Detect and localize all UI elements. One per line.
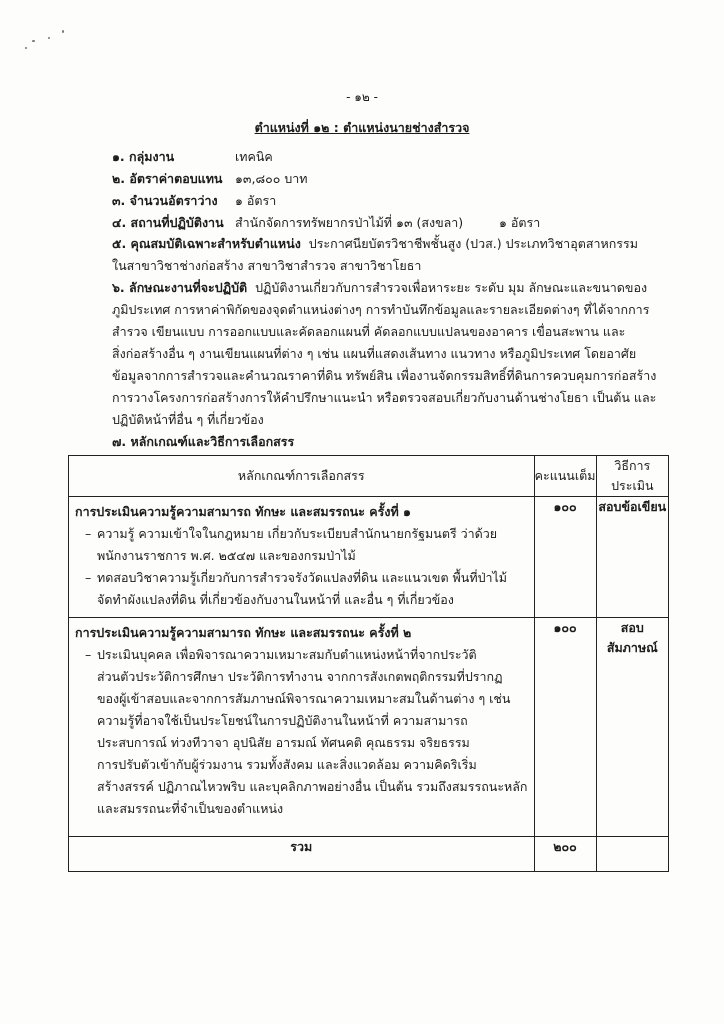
- item-label: ๓. จำนวนอัตราว่าง: [112, 193, 218, 208]
- bullet-line: ประสบการณ์ ท่วงทีวาจา อุปนิสัย อารมณ์ ทัศนคติ คุณธรรม จริยธรรม: [97, 735, 470, 750]
- item-value: เทคนิค: [235, 149, 273, 164]
- criteria-bullet: [75, 567, 528, 611]
- bullet-line: จัดทำผังแปลงที่ดิน ที่เกี่ยวข้องกับงานในหน้าที่ และอื่น ๆ ที่เกี่ยวข้อง: [97, 592, 454, 607]
- qualification-section: [112, 233, 664, 277]
- item-vacancy: [112, 191, 277, 211]
- bullet-line: การปรับตัวเข้ากับผู้ร่วมงาน รวมทั้งสังคม และสิ่งแวดล้อม ความคิดริเริ่ม: [97, 757, 477, 772]
- item-label: ๑. กลุ่มงาน: [112, 149, 175, 164]
- page-number: - ๑๒ -: [346, 90, 378, 104]
- bullet-line: ประเมินบุคคล เพื่อพิจารณาความเหมาะสมกับตำแหน่งหน้าที่จากประวัติ: [97, 647, 477, 662]
- scan-speck: [48, 37, 50, 39]
- dash-bullet-icon: –: [85, 526, 92, 541]
- item-salary: [112, 169, 308, 189]
- bullet-line: ของผู้เข้าสอบและจากการสัมภาษณ์พิจารณาความเหมาะสมในด้านต่าง ๆ เช่น: [97, 691, 511, 706]
- method-cell: สอบสัมภาษณ์: [596, 618, 668, 837]
- bullet-line: ทดสอบวิชาความรู้เกี่ยวกับการสำรวจรังวัดแปลงที่ดิน และแนวเขต พื้นที่ป่าไม้: [97, 570, 508, 585]
- item-extra: ๑ อัตรา: [499, 215, 541, 230]
- duties-line: สำรวจ เขียนแบบ การออกแบบและคัดลอกแผนที่ คัดลอกแบบแปลนของอาคาร เขื่อนสะพาน และ: [112, 324, 626, 339]
- item-label: ๒. อัตราค่าตอบแทน: [112, 171, 223, 186]
- bullet-line: ความรู้ที่อาจใช้เป็นประโยชน์ในการปฏิบัติงานในหน้าที่ ความสามารถ: [97, 713, 468, 728]
- duties-text: ปฏิบัติงานเกี่ยวกับการสำรวจเพื่อหาระยะ ระดับ มุม ลักษณะและขนาดของ: [255, 280, 648, 295]
- criteria-bullet: [75, 644, 528, 820]
- criteria-cell: [69, 497, 535, 618]
- duties-label: ๖. ลักษณะงานที่จะปฏิบัติ: [112, 280, 248, 295]
- duties-line: การวางโครงการก่อสร้างการให้คำปรึกษาแนะนำ หรือตรวจสอบเกี่ยวกับงานด้านช่างโยธา เป็นต้น และ: [112, 390, 657, 405]
- duties-line: ข้อมูลจากการสำรวจและคำนวณราคาที่ดิน ทรัพย์สิน เพื่องานจัดกรรมสิทธิ์ที่ดินการควบคุมการก่อสร้าง: [112, 368, 657, 383]
- criteria-heading: ๗. หลักเกณฑ์และวิธีการเลือกสรร: [112, 434, 295, 449]
- duties-section: [112, 277, 664, 431]
- item-label: ๔. สถานที่ปฏิบัติงาน: [112, 215, 224, 230]
- scan-speck: [25, 47, 27, 49]
- dash-bullet-icon: –: [85, 570, 92, 585]
- table-header-row: [69, 456, 669, 497]
- item-value: สำนักจัดการทรัพยากรป่าไม้ที่ ๑๓ (สงขลา): [235, 215, 464, 230]
- item-workplace: [112, 213, 541, 233]
- bullet-line: สร้างสรรค์ ปฏิภาณไหวพริบ และบุคลิกภาพอย่างอื่น เป็นต้น รวมถึงสมรรถนะหลัก: [97, 779, 528, 794]
- dash-bullet-icon: –: [85, 647, 92, 662]
- score-cell: ๑๐๐: [534, 618, 596, 837]
- duties-line: ปฏิบัติหน้าที่อื่น ๆ ที่เกี่ยวข้อง: [112, 412, 264, 427]
- total-label: รวม: [69, 837, 535, 872]
- qualification-line-2: ในสาขาวิชาช่างก่อสร้าง สาขาวิชาสำรวจ สาขาวิชาโยธา: [112, 258, 422, 273]
- table-row: [69, 497, 669, 618]
- duties-line: สิ่งก่อสร้างอื่น ๆ งานเขียนแผนที่ต่าง ๆ เช่น แผนที่แสดงเส้นทาง แนวทาง หรือภูมิประเทศ โดยอาศัย: [112, 346, 637, 361]
- criteria-title: การประเมินความรู้ความสามารถ ทักษะ และสมรรถนะ ครั้งที่ ๒: [75, 625, 412, 640]
- scan-speck: [62, 30, 64, 33]
- position-title-text: ตำแหน่งที่ ๑๒ : ตำแหน่งนายช่างสำรวจ: [254, 120, 470, 135]
- score-cell: ๑๐๐: [534, 497, 596, 618]
- bullet-line: พนักงานราชการ พ.ศ. ๒๕๔๗ และของกรมป่าไม้: [97, 548, 356, 563]
- item-value: ๑๓,๘๐๐ บาท: [235, 171, 308, 186]
- bullet-line: ส่วนตัวประวัติการศึกษา ประวัติการทำงาน จากการสังเกตพฤติกรรมที่ปรากฏ: [97, 669, 503, 684]
- bullet-line: และสมรรถนะที่จำเป็นของตำแหน่ง: [97, 801, 284, 816]
- criteria-cell: [69, 618, 535, 837]
- total-row: [69, 837, 669, 872]
- table-row: [69, 618, 669, 837]
- item-value: ๑ อัตรา: [235, 193, 277, 208]
- scan-speck: [32, 40, 35, 42]
- total-method-empty: [596, 837, 668, 872]
- header-method: วิธีการประเมิน: [596, 456, 668, 497]
- position-title: [0, 118, 724, 138]
- criteria-title: การประเมินความรู้ความสามารถ ทักษะ และสมรรถนะ ครั้งที่ ๑: [75, 504, 411, 519]
- qualification-line-1: [112, 233, 664, 255]
- duties-line-1: [112, 277, 664, 299]
- item-group: [112, 147, 273, 167]
- duties-line: ภูมิประเทศ การหาค่าพิกัดของจุดตำแหน่งต่างๆ การทำบันทึกข้อมูลและรายละเอียดต่างๆ ที่ได้จากการ: [112, 302, 650, 317]
- header-score: คะแนนเต็ม: [534, 456, 596, 497]
- qualification-label: ๕. คุณสมบัติเฉพาะสำหรับตำแหน่ง: [112, 236, 301, 251]
- bullet-line: ความรู้ ความเข้าใจในกฎหมาย เกี่ยวกับระเบียบสำนักนายกรัฐมนตรี ว่าด้วย: [97, 526, 498, 541]
- header-criteria: หลักเกณฑ์การเลือกสรร: [69, 456, 535, 497]
- total-value: ๒๐๐: [534, 837, 596, 872]
- criteria-table: [68, 455, 669, 872]
- criteria-bullet: [75, 523, 528, 567]
- method-cell: สอบข้อเขียน: [596, 497, 668, 618]
- qualification-text: ประกาศนียบัตรวิชาชีพชั้นสูง (ปวส.) ประเภทวิชาอุตสาหกรรม: [308, 236, 638, 251]
